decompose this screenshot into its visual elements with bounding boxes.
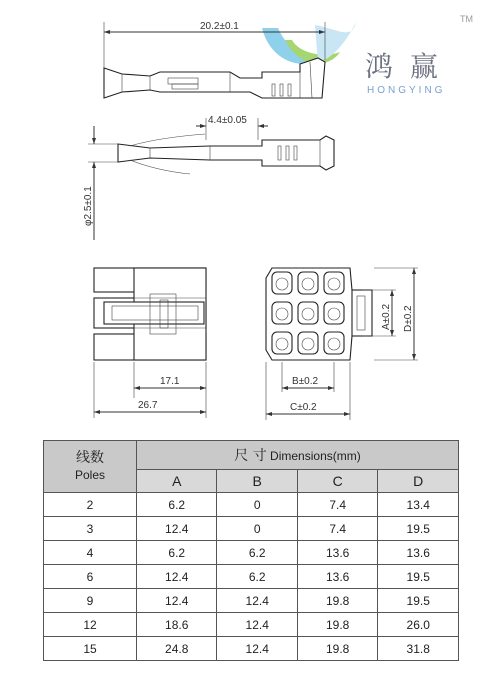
cavity-grid [272,272,344,354]
brand-name-cn: 鸿 赢 [365,50,442,83]
table-row [44,637,459,661]
housing-side-view [94,268,206,418]
value-d-cell: 26.0 [378,613,459,637]
dimensions-table [43,440,459,661]
poles-cell: 15 [44,637,137,661]
dimensions-header-cn: 尺 寸 [234,448,267,464]
value-b-cell: 6.2 [217,565,297,589]
poles-cell: 6 [44,565,137,589]
value-a-cell: 6.2 [137,493,217,517]
value-b-cell: 0 [217,517,297,541]
value-a-cell: 12.4 [137,565,217,589]
column-header-b: B [217,470,297,493]
housing-front-view [266,268,418,420]
value-a-cell: 18.6 [137,613,217,637]
value-d-cell: 19.5 [378,565,459,589]
table-row [44,541,459,565]
dim-side-26-7: 26.7 [138,400,158,411]
table-row [44,613,459,637]
dim-B: B±0.2 [292,376,319,387]
poles-header [44,441,137,493]
table-row [44,517,459,541]
value-b-cell: 12.4 [217,613,297,637]
value-b-cell: 0 [217,493,297,517]
column-header-d: D [378,470,459,493]
value-c-cell: 13.6 [297,565,377,589]
column-header-a: A [137,470,217,493]
value-d-cell: 31.8 [378,637,459,661]
dimensions-header-en: Dimensions(mm) [270,449,361,463]
trademark-mark: TM [460,14,473,24]
column-header-c: C [297,470,377,493]
value-c-cell: 13.6 [297,541,377,565]
value-a-cell: 12.4 [137,589,217,613]
poles-header-en: Poles [74,467,106,482]
poles-header-cn: 线数 [76,449,104,466]
value-b-cell: 12.4 [217,589,297,613]
poles-cell: 4 [44,541,137,565]
value-a-cell: 6.2 [137,541,217,565]
dim-D: D±0.2 [403,305,414,332]
terminal-top-view [83,115,334,240]
poles-cell: 2 [44,493,137,517]
poles-cell: 12 [44,613,137,637]
dimensions-header [137,441,459,470]
value-d-cell: 19.5 [378,589,459,613]
dim-A: A±0.2 [381,303,392,330]
value-d-cell: 13.6 [378,541,459,565]
brand-name-en: HONGYING [367,85,446,96]
table-row [44,589,459,613]
table-row [44,565,459,589]
value-b-cell: 6.2 [217,541,297,565]
table-row [44,493,459,517]
poles-cell: 3 [44,517,137,541]
value-c-cell: 19.8 [297,613,377,637]
value-a-cell: 24.8 [137,637,217,661]
poles-cell: 9 [44,589,137,613]
dim-total-length: 20.2±0.1 [200,21,239,32]
value-d-cell: 13.4 [378,493,459,517]
dim-crimp-width: 4.4±0.05 [208,115,247,126]
value-c-cell: 19.8 [297,637,377,661]
value-c-cell: 7.4 [297,493,377,517]
value-a-cell: 12.4 [137,517,217,541]
dim-diameter: φ2.5±0.1 [83,186,94,226]
dim-C: C±0.2 [290,402,317,413]
value-d-cell: 19.5 [378,517,459,541]
value-c-cell: 7.4 [297,517,377,541]
value-c-cell: 19.8 [297,589,377,613]
dim-side-17-1: 17.1 [160,376,180,387]
value-b-cell: 12.4 [217,637,297,661]
